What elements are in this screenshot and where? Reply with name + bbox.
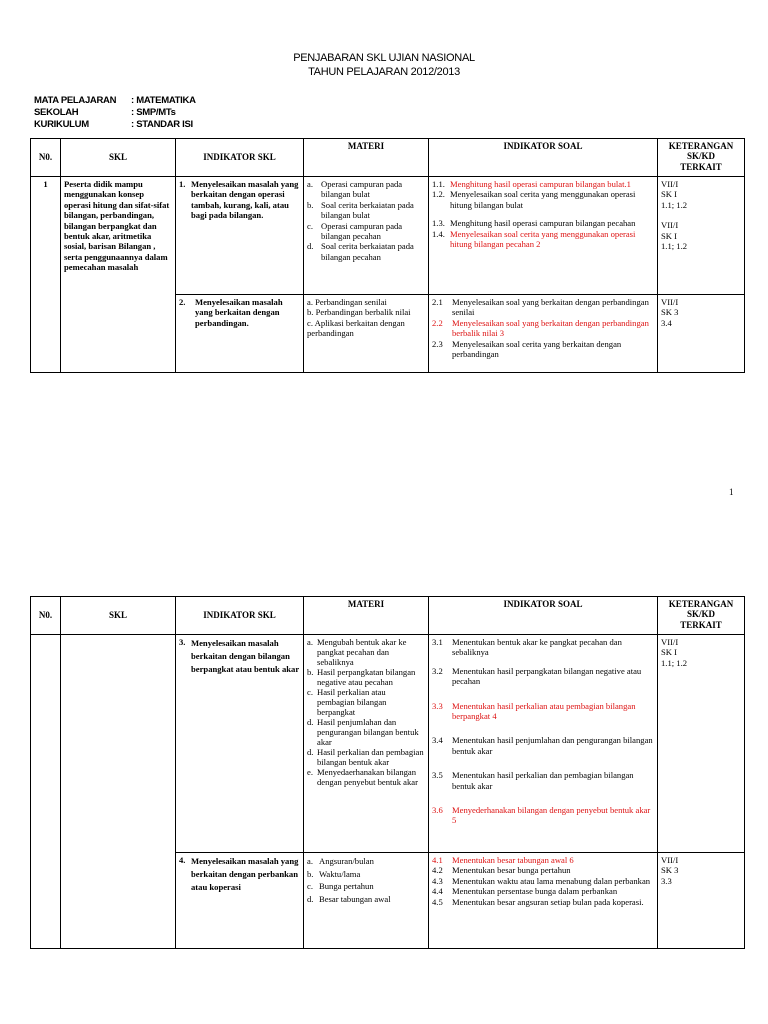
indikator-soal-cell [429, 177, 658, 295]
list-text: Hasil penjumlahan dan pengurangan bilangan bentuk akar [317, 717, 419, 747]
list-marker: d. [307, 893, 314, 904]
table-header-row [31, 139, 745, 177]
meta-value: : STANDAR ISI [131, 119, 193, 130]
list-marker: 3.4 [432, 735, 443, 746]
meta-value: : SMP/MTs [131, 107, 176, 118]
list-text: Menentukan hasil perpangkatan bilangan negative atau pecahan [452, 665, 642, 687]
keterangan-cell [658, 295, 745, 373]
list-marker: 4.2 [432, 865, 443, 876]
list-marker: 3.5 [432, 770, 443, 781]
col-header-keterangan [658, 597, 745, 635]
keterangan-line-1: KETERANGAN [668, 141, 734, 151]
list-marker: 4.3 [432, 875, 443, 886]
list-item [432, 701, 654, 722]
table-row [31, 177, 745, 295]
keterangan-line: VII/I [661, 179, 679, 189]
document-meta [34, 95, 196, 131]
keterangan-line-3: TERKAIT [680, 619, 722, 630]
meta-key: KURIKULUM [34, 119, 89, 130]
indikator-soal-cell [429, 635, 658, 853]
list-item [307, 637, 425, 667]
col-header-indikator-skl: INDIKATOR SKL [176, 139, 304, 177]
document-title: PENJABARAN SKL UJIAN NASIONAL [293, 52, 475, 64]
list-text: Menyelesaikan soal cerita yang menggunakan operasi hitung bilangan pecahan 2 [450, 228, 636, 250]
list-marker: a. [307, 856, 313, 866]
list-marker: d. [307, 747, 314, 757]
col-header-materi: MATERI [304, 597, 429, 635]
keterangan-line: VII/I [661, 855, 679, 865]
list-text: Hasil perkalian dan pembagian bilangan bentuk akar [317, 747, 424, 767]
list-text: Menentukan hasil perkalian dan pembagian bilangan bentuk akar [452, 770, 634, 791]
list-item [307, 747, 425, 767]
list-marker: 1.2. [432, 189, 445, 200]
list-item [432, 218, 654, 228]
list-item [307, 667, 425, 687]
indikator-skl-cell [176, 177, 304, 295]
table-row [31, 635, 745, 853]
col-header-skl: SKL [61, 597, 176, 635]
list-marker: d. [307, 241, 314, 252]
list-item [432, 770, 654, 791]
materi-cell [304, 177, 429, 295]
list-item [307, 687, 425, 717]
list-text: Operasi campuran pada bilangan bulat [321, 179, 403, 200]
indikator-number: 2. [179, 297, 186, 307]
meta-row-school [34, 107, 196, 119]
indikator-text: Menyelesaikan masalah yang berkaitan dengan perbandingan. [195, 297, 283, 328]
keterangan-line: SK 3 [661, 865, 679, 876]
col-header-no: N0. [31, 139, 61, 177]
indikator-soal-cell [429, 295, 658, 373]
indikator-skl-cell [176, 853, 304, 949]
list-item [307, 717, 425, 747]
list-item [432, 735, 654, 756]
list-item [432, 876, 654, 886]
list-text: Mengubah bentuk akar ke pangkat pecahan dan sebaliknya [317, 637, 407, 667]
row-number: 1 [31, 177, 61, 373]
keterangan-line-2: SK/KD [686, 151, 715, 162]
keterangan-cell [658, 635, 745, 853]
list-marker: b. [307, 199, 314, 210]
skl-text: Peserta didik mampu menggunakan konsep operasi hitung dan sifat-sifat bilangan, perbandingan, bilangan berpangkat dan bentuk akar, aritmetika sosial, barisan Bilangan , serta penggunaannya dalam pemecahan masalah [61, 177, 176, 373]
list-item [307, 868, 425, 881]
list-marker: 2.3 [432, 338, 443, 349]
list-marker: 4.5 [432, 896, 443, 907]
list-item: c. Aplikasi berkaitan dengan perbandingan [307, 317, 405, 339]
list-text: Menyelesaikan soal cerita yang menggunakan operasi hitung bilangan bulat [450, 189, 636, 210]
col-header-skl: SKL [61, 139, 176, 177]
list-text: Menghitung hasil operasi campuran bilangan pecahan [450, 218, 636, 229]
list-text: Soal cerita berkaiatan pada bilangan pecahan [321, 241, 414, 262]
col-header-materi: MATERI [304, 139, 429, 177]
list-marker: 3.1 [432, 637, 443, 647]
list-text: Menentukan waktu atau lama menabung dalan perbankan [452, 875, 651, 886]
keterangan-cell [658, 177, 745, 295]
list-text: Menentukan persentase bunga dalam perbankan [452, 886, 618, 897]
list-text: Menentukan besar angsuran setiap bulan pada koperasi. [452, 896, 644, 907]
list-marker: b. [307, 868, 314, 879]
skl-table-page-1 [30, 138, 745, 373]
keterangan-line-1: KETERANGAN [668, 599, 734, 609]
list-text: Menentukan hasil perkalian atau pembagian bilangan berpangkat 4 [452, 700, 636, 722]
list-marker: 1.3. [432, 218, 445, 229]
list-text: Besar tabungan awal [319, 893, 391, 904]
list-text: Menentukan bentuk akar ke pangkat pecahan dan sebaliknya [452, 637, 622, 658]
indikator-number: 3. [179, 637, 186, 647]
list-marker: d. [307, 717, 314, 727]
keterangan-line: VII/I [661, 637, 679, 647]
keterangan-line: VII/I [661, 297, 679, 307]
list-item [307, 880, 425, 893]
col-header-indikator-soal: INDIKATOR SOAL [429, 139, 658, 177]
list-marker: 4.4 [432, 886, 443, 897]
list-text: Menentukan besar tabungan awal 6 [452, 855, 574, 865]
list-marker: 3.6 [432, 805, 443, 816]
list-marker: e. [307, 767, 313, 777]
keterangan-cell [658, 853, 745, 949]
list-marker: 2.2 [432, 317, 443, 328]
indikator-text: Menyelesaikan masalah yang berkaitan dengan operasi tambah, kurang, kali, atau bagi pada bilangan. [191, 179, 299, 221]
keterangan-line: 3.3 [661, 875, 672, 886]
list-marker: a. [307, 179, 313, 189]
list-marker: 4.1 [432, 855, 443, 865]
keterangan-line: 3.4 [661, 317, 672, 328]
indikator-skl-cell [176, 295, 304, 373]
skl-text [61, 635, 176, 949]
keterangan-line: 1.1; 1.2 [661, 199, 688, 210]
list-text: Menentukan hasil penjumlahan dan pengurangan bilangan bentuk akar [452, 735, 653, 756]
list-item [432, 666, 654, 687]
keterangan-line [661, 210, 741, 220]
col-header-no: N0. [31, 597, 61, 635]
indikator-text: Menyelesaikan masalah yang berkaitan dengan perbankan atau koperasi [191, 856, 299, 892]
col-header-indikator-soal: INDIKATOR SOAL [429, 597, 658, 635]
list-text: Bunga pertahun [319, 881, 374, 891]
list-marker: b. [307, 667, 314, 677]
list-item [432, 229, 654, 250]
list-item [432, 297, 654, 318]
keterangan-line: SK I [661, 647, 677, 658]
indikator-number: 4. [179, 855, 186, 865]
list-text: Menyederhanakan bilangan dengan penyebut bentuk akar 5 [452, 805, 651, 826]
skl-table-page-2 [30, 596, 745, 949]
list-text: Menyelesaikan soal cerita yang berkaitan dengan perbandingan [452, 338, 622, 360]
row-number [31, 635, 61, 949]
page-number: 1 [729, 487, 734, 497]
list-item: b. Perbandingan berbalik nilai [307, 307, 411, 318]
list-marker: a. [307, 637, 313, 647]
list-item [432, 886, 654, 896]
list-text: Operasi campuran pada bilangan pecahan [321, 220, 403, 242]
list-item: a. Perbandingan senilai [307, 297, 387, 307]
indikator-skl-cell [176, 635, 304, 853]
list-item [307, 855, 425, 868]
col-header-keterangan [658, 139, 745, 177]
keterangan-line: SK I [661, 189, 677, 200]
meta-row-subject [34, 95, 196, 107]
list-item [432, 805, 654, 826]
list-marker: 2.1 [432, 297, 443, 307]
list-item [307, 241, 425, 262]
list-text: Waktu/lama [319, 868, 361, 879]
list-item [307, 221, 425, 242]
list-text: Angsuran/bulan [319, 856, 374, 866]
list-marker: c. [307, 687, 313, 697]
keterangan-line: VII/I [661, 220, 679, 231]
indikator-number: 1. [179, 179, 186, 189]
list-marker: 3.2 [432, 665, 443, 676]
list-marker: c. [307, 220, 313, 231]
keterangan-line: 1.1; 1.2 [661, 657, 688, 668]
list-marker: 1.4. [432, 228, 445, 239]
list-item [432, 179, 654, 189]
keterangan-line-3: TERKAIT [680, 161, 722, 172]
keterangan-line-2: SK/KD [686, 609, 715, 620]
list-marker: 3.3 [432, 700, 443, 711]
list-text: Soal cerita berkaiatan pada bilangan bulat [321, 199, 414, 221]
meta-value: : MATEMATIKA [131, 95, 196, 106]
list-text: Menyelesaikan soal yang berkaitan dengan perbandingan senilai [452, 297, 649, 318]
indikator-soal-cell [429, 853, 658, 949]
list-item [432, 855, 654, 865]
materi-cell [304, 635, 429, 853]
table-header-row [31, 597, 745, 635]
list-item [432, 318, 654, 339]
list-item [307, 893, 425, 906]
meta-key: MATA PELAJARAN [34, 95, 117, 106]
list-item [432, 339, 654, 360]
materi-cell [304, 295, 429, 373]
list-text: Hasil perpangkatan bilangan negative atau pecahan [317, 667, 416, 687]
keterangan-line: SK I [661, 230, 677, 241]
meta-row-curriculum [34, 119, 196, 131]
list-item [432, 865, 654, 875]
list-item [432, 189, 654, 210]
list-item [432, 897, 654, 907]
indikator-text: Menyelesaikan masalah berkaitan dengan bilangan berpangkat atau bentuk akar [191, 638, 300, 674]
list-item [432, 637, 654, 658]
keterangan-line: SK 3 [661, 307, 679, 318]
list-marker: c. [307, 881, 313, 891]
list-item [307, 767, 425, 787]
keterangan-line: 1.1; 1.2 [661, 241, 688, 252]
list-item [307, 179, 425, 200]
list-text: Menyedaerhanakan bilangan dengan penyebut bentuk akar [317, 767, 418, 787]
document-subtitle: TAHUN PELAJARAN 2012/2013 [308, 66, 460, 78]
col-header-indikator-skl: INDIKATOR SKL [176, 597, 304, 635]
list-text: Menyelesaikan soal yang berkaitan dengan perbandingan berbalik nilai 3 [452, 317, 649, 339]
list-text: Hasil perkalian atau pembagian bilangan berpangkat [317, 687, 387, 717]
list-item [307, 200, 425, 221]
list-text: Menghitung hasil operasi campuran bilangan bulat.1 [450, 179, 631, 189]
meta-key: SEKOLAH [34, 107, 79, 118]
list-text: Menentukan besar bunga pertahun [452, 865, 571, 876]
list-marker: 1.1. [432, 179, 445, 189]
materi-cell [304, 853, 429, 949]
